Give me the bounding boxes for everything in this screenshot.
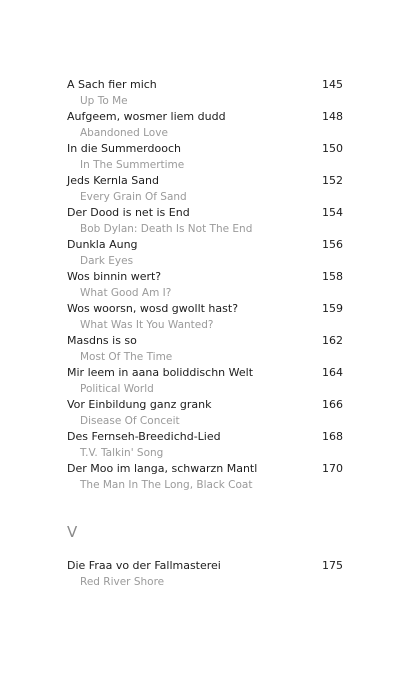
entry-original-title: The Man In The Long, Black Coat <box>80 479 253 491</box>
entry-title: Die Fraa vo der Fallmasterei <box>67 559 221 572</box>
entry-page-number: 170 <box>322 462 343 475</box>
entry-page-number: 159 <box>322 302 343 315</box>
toc-entry <box>67 109 343 141</box>
toc-entry <box>67 269 343 301</box>
entry-original-title: Every Grain Of Sand <box>80 191 187 203</box>
toc-entry <box>67 461 343 493</box>
entry-original-title: Red River Shore <box>80 576 165 588</box>
entry-page-number: 156 <box>322 238 343 251</box>
entry-original-title: Abandoned Love <box>80 127 168 139</box>
toc-entry <box>67 365 343 397</box>
toc-entry <box>67 429 343 461</box>
entry-page-number: 166 <box>322 398 343 411</box>
entry-page-number: 152 <box>322 174 343 187</box>
entry-page-number: 154 <box>322 206 343 219</box>
entry-original-title: In The Summertime <box>80 159 185 171</box>
toc-entry <box>67 77 343 109</box>
entry-title: Dunkla Aung <box>67 238 138 251</box>
entry-original-title: What Was It You Wanted? <box>80 319 214 331</box>
entry-title: A Sach fier mich <box>67 78 157 91</box>
entry-page-number: 162 <box>322 334 343 347</box>
entry-original-title: Disease Of Conceit <box>80 415 180 427</box>
toc-entry <box>67 205 343 237</box>
entry-original-title: Political World <box>80 383 154 395</box>
entry-title: Der Dood is net is End <box>67 206 190 219</box>
entry-page-number: 168 <box>322 430 343 443</box>
toc-entry <box>67 237 343 269</box>
entry-original-title: Most Of The Time <box>80 351 173 363</box>
entry-page-number: 148 <box>322 110 343 123</box>
entry-title: Mir leem in aana boliddischn Welt <box>67 366 254 379</box>
entry-title: Masdns is so <box>67 334 137 347</box>
entry-page-number: 150 <box>322 142 343 155</box>
entry-title: Jeds Kernla Sand <box>67 174 159 187</box>
entry-title: Aufgeem, wosmer liem dudd <box>67 110 226 123</box>
entry-title: Vor Einbildung ganz grank <box>67 398 212 411</box>
section-table-of-contents <box>67 558 343 590</box>
entry-title: Wos woorsn, wosd gwollt hast? <box>67 302 239 315</box>
entry-original-title: Dark Eyes <box>80 255 134 267</box>
toc-entry <box>67 301 343 333</box>
toc-entry <box>67 397 343 429</box>
entry-original-title: Bob Dylan: Death Is Not The End <box>80 223 253 235</box>
entry-title: Der Moo im langa, schwarzn Mantl <box>67 462 258 475</box>
entry-page-number: 164 <box>322 366 343 379</box>
table-of-contents <box>67 77 343 493</box>
toc-entry <box>67 173 343 205</box>
entry-title: Wos binnin wert? <box>67 270 162 283</box>
entry-original-title: What Good Am I? <box>80 287 172 299</box>
toc-entry <box>67 558 343 590</box>
section-heading: V <box>67 523 78 541</box>
entry-title: In die Summerdooch <box>67 142 181 155</box>
entry-original-title: Up To Me <box>80 95 128 107</box>
entry-original-title: T.V. Talkin' Song <box>80 447 164 459</box>
toc-entry <box>67 333 343 365</box>
entry-title: Des Fernseh-Breedichd-Lied <box>67 430 221 443</box>
toc-entry <box>67 141 343 173</box>
entry-page-number: 158 <box>322 270 343 283</box>
entry-page-number: 175 <box>322 559 343 572</box>
entry-page-number: 145 <box>322 78 343 91</box>
